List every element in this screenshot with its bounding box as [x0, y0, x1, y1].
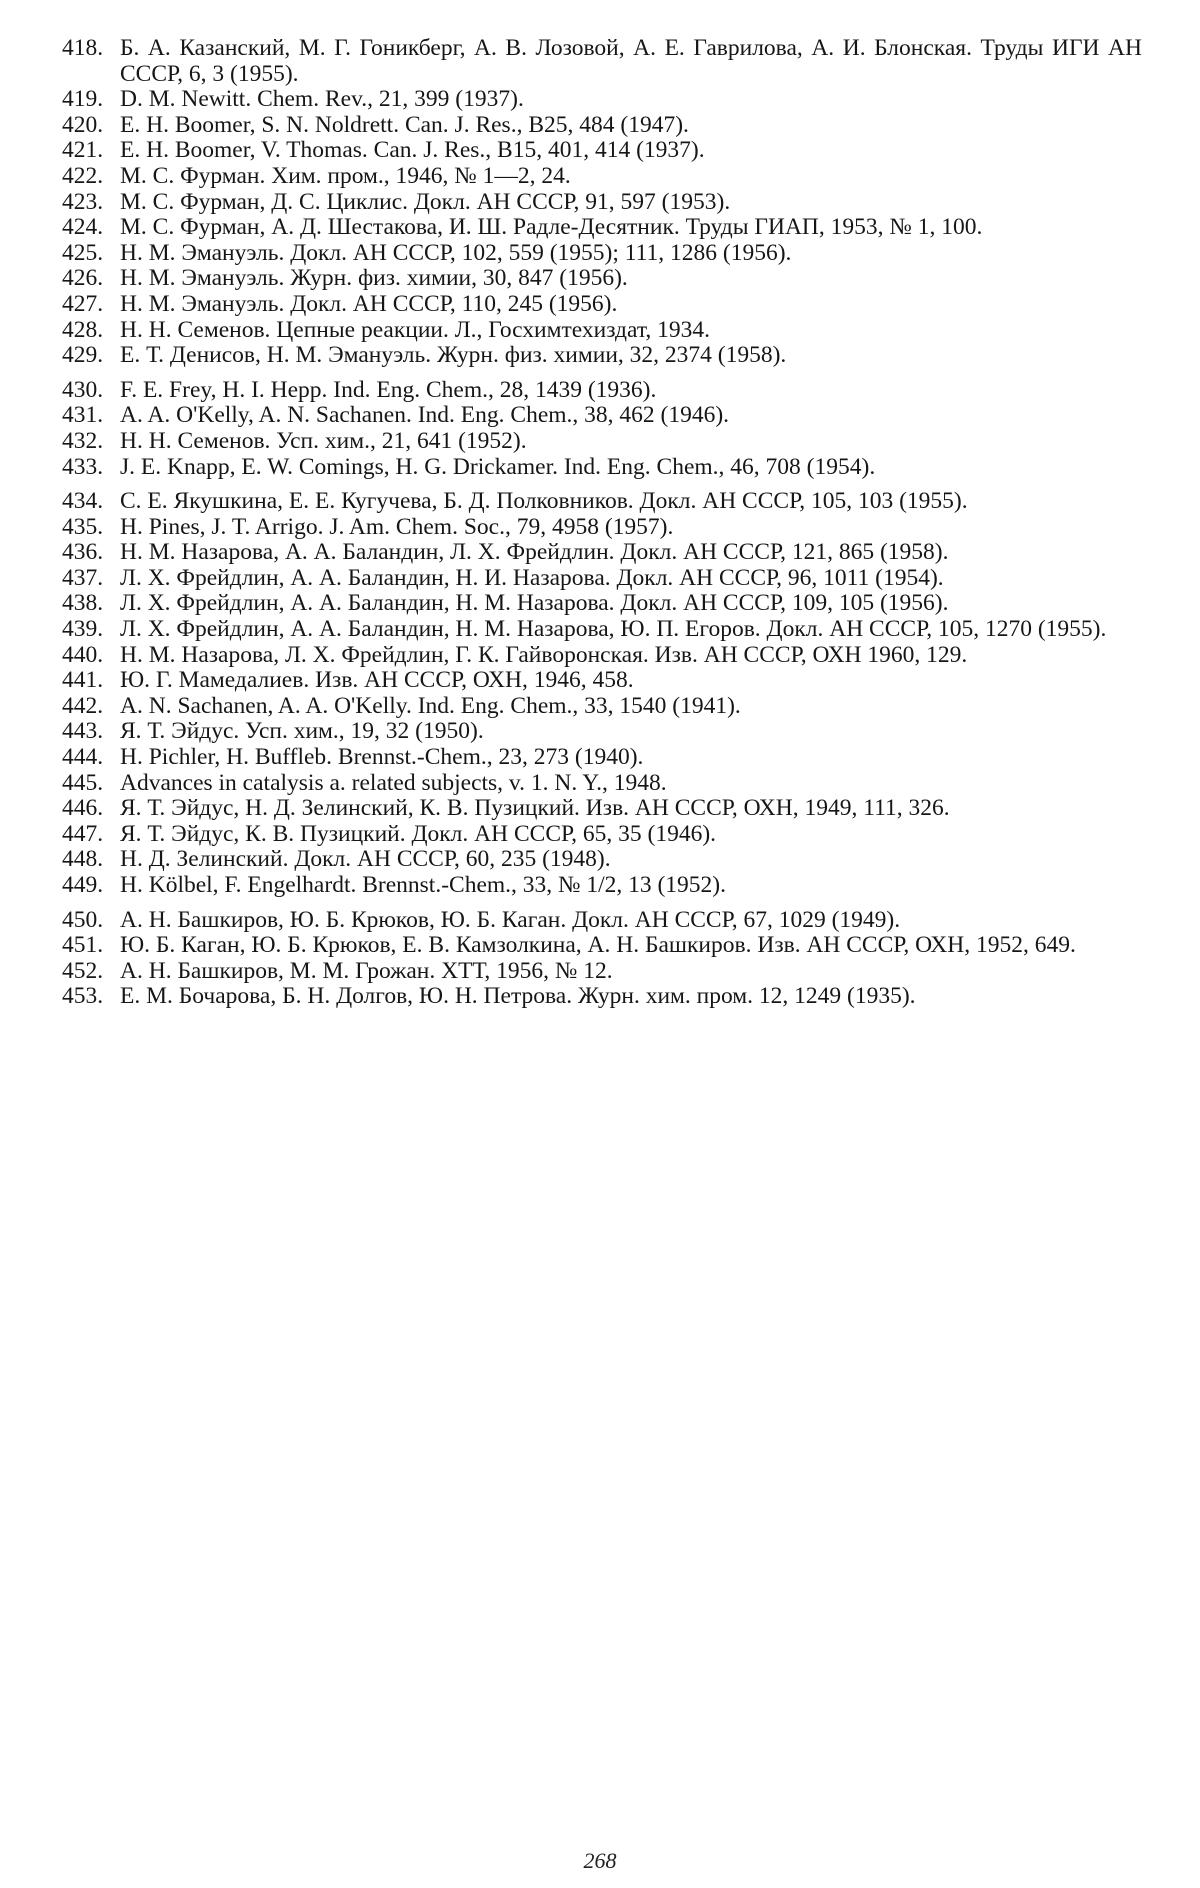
reference-number: 440. — [62, 641, 104, 668]
reference-number: 451. — [62, 932, 104, 959]
page-number: 268 — [583, 1848, 617, 1873]
reference-item — [62, 796, 1142, 822]
reference-item — [62, 745, 1142, 771]
reference-number: 428. — [62, 316, 104, 343]
reference-text: E. H. Boomer, V. Thomas. Can. J. Res., B15, 401, 414 (1937). — [120, 137, 705, 164]
reference-number: 441. — [62, 667, 104, 694]
reference-text: Л. Х. Фрейдлин, А. А. Баландин, Н. М. Назарова, Ю. П. Егоров. Докл. АН СССР, 105, 1270 (1955). — [120, 616, 1107, 643]
reference-number: 418. — [62, 35, 104, 61]
reference-item — [62, 643, 1142, 669]
reference-item — [62, 164, 1142, 190]
reference-item — [62, 318, 1142, 344]
reference-item — [62, 540, 1142, 566]
reference-number: 427. — [62, 290, 104, 317]
reference-item — [62, 215, 1142, 241]
reference-number: 450. — [62, 906, 104, 933]
reference-number: 424. — [62, 214, 104, 241]
reference-text: Б. А. Казанский, М. Г. Гоникберг, А. В. Лозовой, А. Е. Гаврилова, А. И. Блонская. Труды ИГИ АН СССР, 6, 3 (1955). — [120, 35, 1142, 87]
reference-item — [62, 984, 1142, 1010]
reference-text: J. E. Knapp, E. W. Comings, H. G. Drickamer. Ind. Eng. Chem., 46, 708 (1954). — [120, 453, 876, 480]
reference-item — [62, 771, 1142, 797]
reference-number: 443. — [62, 718, 104, 745]
reference-number: 423. — [62, 188, 104, 215]
reference-text: Н. М. Назарова, А. А. Баландин, Л. Х. Фрейдлин. Докл. АН СССР, 121, 865 (1958). — [120, 539, 949, 566]
reference-item — [62, 138, 1142, 164]
reference-number: 449. — [62, 872, 104, 898]
reference-text: Я. Т. Эйдус, К. В. Пузицкий. Докл. АН СССР, 65, 35 (1946). — [120, 820, 717, 847]
reference-number: 422. — [62, 162, 104, 189]
reference-text: М. С. Фурман, А. Д. Шестакова, И. Ш. Радле-Десятник. Труды ГИАП, 1953, № 1, 100. — [120, 214, 983, 241]
reference-text: Н. М. Эмануэль. Докл. АН СССР, 110, 245 (1956). — [120, 290, 618, 317]
reference-item — [62, 515, 1142, 541]
reference-text: F. E. Frey, H. I. Hepp. Ind. Eng. Chem., 28, 1439 (1936). — [120, 376, 657, 403]
reference-item — [62, 933, 1142, 959]
reference-text: Е. М. Бочарова, Б. Н. Долгов, Ю. Н. Петрова. Журн. хим. пром. 12, 1249 (1935). — [120, 983, 916, 1010]
reference-item — [62, 403, 1142, 429]
reference-text: A. A. O'Kelly, A. N. Sachanen. Ind. Eng. Chem., 38, 462 (1946). — [120, 402, 730, 429]
reference-text: Н. М. Эмануэль. Докл. АН СССР, 102, 559 (1955); 111, 1286 (1956). — [120, 239, 792, 266]
reference-text: H. Pichler, H. Buffleb. Brennst.-Chem., 23, 273 (1940). — [120, 744, 644, 771]
reference-text: М. С. Фурман, Д. С. Циклис. Докл. АН СССР, 91, 597 (1953). — [120, 188, 731, 215]
reference-number: 420. — [62, 111, 104, 138]
reference-item — [62, 489, 1142, 515]
reference-text: Н. М. Эмануэль. Журн. физ. химии, 30, 847 (1956). — [120, 265, 628, 292]
reference-item — [62, 36, 1142, 87]
reference-number: 442. — [62, 692, 104, 719]
reference-number: 435. — [62, 513, 104, 540]
reference-text: Л. Х. Фрейдлин, А. А. Баландин, Н. М. Назарова. Докл. АН СССР, 109, 105 (1956). — [120, 590, 949, 617]
reference-text: H. Kölbel, F. Engelhardt. Brennst.-Chem., 33, № 1/2, 13 (1952). — [120, 872, 727, 898]
reference-number: 453. — [62, 983, 104, 1010]
reference-text: Н. Н. Семенов. Цепные реакции. Л., Госхимтехиздат, 1934. — [120, 316, 710, 343]
reference-item — [62, 873, 1142, 899]
reference-text: Я. Т. Эйдус. Усп. хим., 19, 32 (1950). — [120, 718, 484, 745]
reference-text: А. Н. Башкиров, М. М. Грожан. ХТТ, 1956, № 12. — [120, 957, 613, 984]
reference-number: 431. — [62, 402, 104, 429]
reference-number: 445. — [62, 769, 104, 796]
reference-item — [62, 343, 1142, 369]
reference-text: D. M. Newitt. Chem. Rev., 21, 399 (1937). — [120, 86, 524, 113]
reference-number: 444. — [62, 744, 104, 771]
reference-number: 419. — [62, 86, 104, 113]
reference-number: 433. — [62, 453, 104, 480]
reference-number: 448. — [62, 846, 104, 873]
reference-number: 438. — [62, 590, 104, 617]
reference-item — [62, 847, 1142, 873]
reference-item — [62, 87, 1142, 113]
reference-item — [62, 959, 1142, 985]
reference-text: М. С. Фурман. Хим. пром., 1946, № 1—2, 24. — [120, 162, 571, 189]
reference-item — [62, 591, 1142, 617]
reference-text: Advances in catalysis a. related subjects, v. 1. N. Y., 1948. — [120, 769, 667, 796]
reference-text: Н. М. Назарова, Л. Х. Фрейдлин, Г. К. Гайворонская. Изв. АН СССР, ОХН 1960, 129. — [120, 641, 968, 668]
reference-text: А. Н. Башкиров, Ю. Б. Крюков, Ю. Б. Каган. Докл. АН СССР, 67, 1029 (1949). — [120, 906, 901, 933]
reference-item — [62, 566, 1142, 592]
reference-number: 430. — [62, 376, 104, 403]
reference-item — [62, 694, 1142, 720]
reference-item — [62, 908, 1142, 934]
reference-number: 429. — [62, 342, 104, 369]
reference-number: 421. — [62, 137, 104, 164]
reference-text: Н. Д. Зелинский. Докл. АН СССР, 60, 235 (1948). — [120, 846, 611, 873]
reference-item — [62, 190, 1142, 216]
reference-item — [62, 241, 1142, 267]
reference-text: A. N. Sachanen, A. A. O'Kelly. Ind. Eng. Chem., 33, 1540 (1941). — [120, 692, 741, 719]
reference-number: 434. — [62, 488, 104, 515]
reference-item — [62, 822, 1142, 848]
reference-number: 426. — [62, 265, 104, 292]
reference-text: H. Pines, J. T. Arrigo. J. Am. Chem. Soc., 79, 4958 (1957). — [120, 513, 674, 540]
reference-number: 432. — [62, 427, 104, 454]
reference-text: Ю. Г. Мамедалиев. Изв. АН СССР, ОХН, 1946, 458. — [120, 667, 634, 694]
reference-number: 452. — [62, 957, 104, 984]
reference-number: 439. — [62, 616, 104, 643]
reference-text: Н. Н. Семенов. Усп. хим., 21, 641 (1952). — [120, 427, 527, 454]
reference-text: Ю. Б. Каган, Ю. Б. Крюков, Е. В. Камзолкина, А. Н. Башкиров. Изв. АН СССР, ОХН, 1952, 649. — [120, 932, 1076, 959]
reference-item — [62, 266, 1142, 292]
reference-number: 437. — [62, 564, 104, 591]
reference-text: Е. Т. Денисов, Н. М. Эмануэль. Журн. физ. химии, 32, 2374 (1958). — [120, 342, 787, 369]
reference-item — [62, 378, 1142, 404]
reference-text: Л. Х. Фрейдлин, А. А. Баландин, Н. И. Назарова. Докл. АН СССР, 96, 1011 (1954). — [120, 564, 944, 591]
reference-number: 447. — [62, 820, 104, 847]
reference-text: E. H. Boomer, S. N. Noldrett. Can. J. Res., B25, 484 (1947). — [120, 111, 689, 138]
reference-number: 436. — [62, 539, 104, 566]
reference-number: 425. — [62, 239, 104, 266]
reference-item — [62, 617, 1142, 643]
reference-item — [62, 455, 1142, 481]
reference-text: С. Е. Якушкина, Е. Е. Кугучева, Б. Д. Полковников. Докл. АН СССР, 105, 103 (1955). — [120, 488, 968, 515]
reference-item — [62, 113, 1142, 139]
reference-list — [62, 36, 1142, 1010]
reference-item — [62, 292, 1142, 318]
reference-number: 446. — [62, 795, 104, 822]
reference-item — [62, 429, 1142, 455]
reference-item — [62, 719, 1142, 745]
reference-text: Я. Т. Эйдус, Н. Д. Зелинский, К. В. Пузицкий. Изв. АН СССР, ОХН, 1949, 111, 326. — [120, 795, 950, 822]
reference-item — [62, 668, 1142, 694]
